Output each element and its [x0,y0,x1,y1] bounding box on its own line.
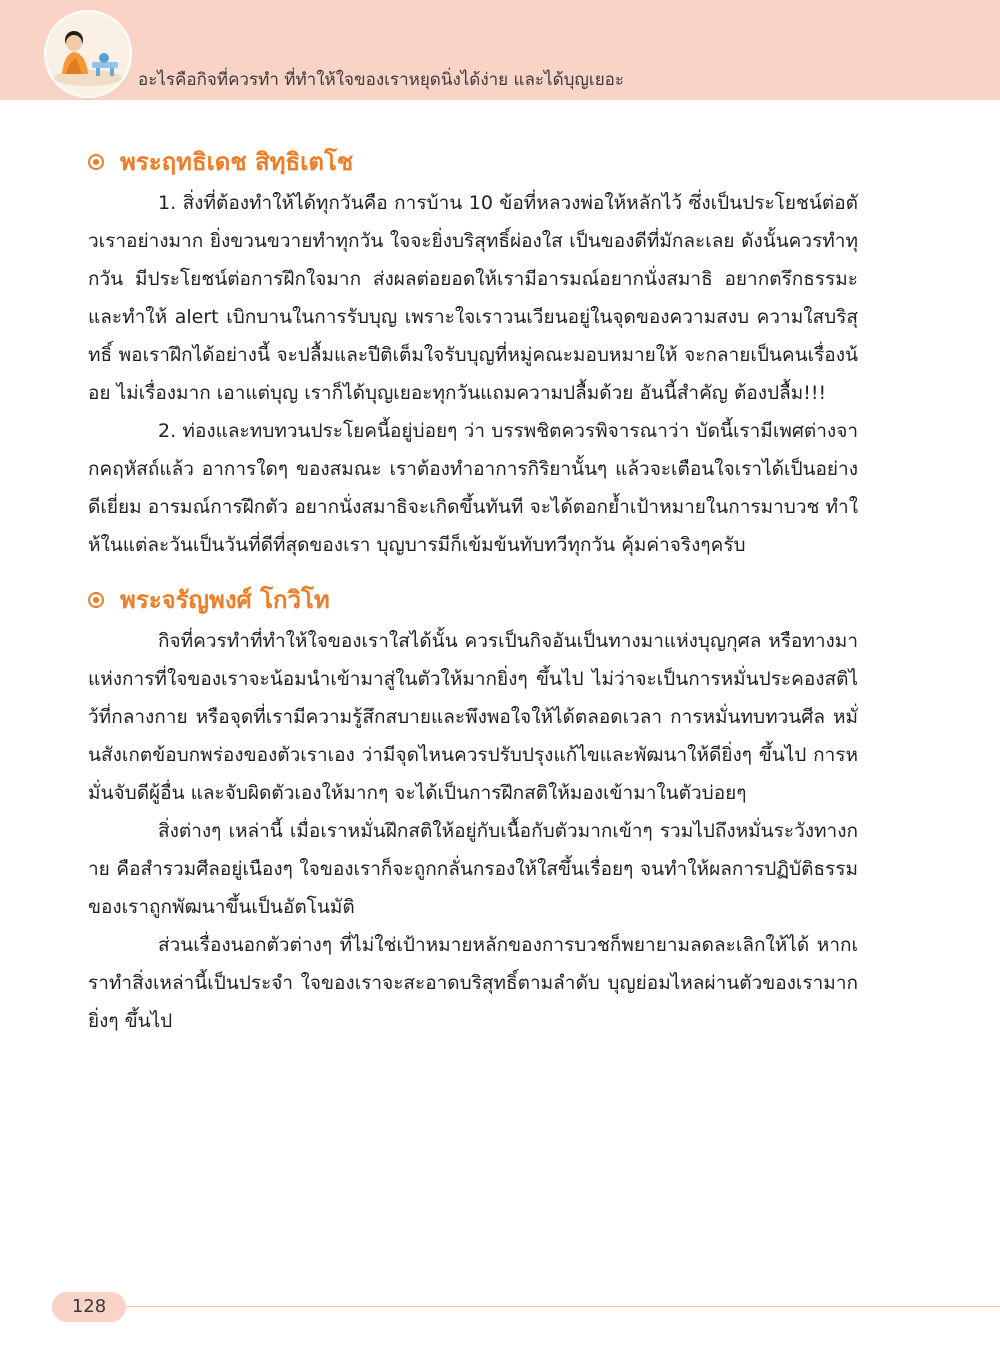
section-heading-text: พระฤทธิเดช สิทฺธิเตโช [120,148,354,176]
paragraph: สิ่งต่างๆ เหล่านี้ เมื่อเราหมั่นฝึกสติให้อยู่กับเนื้อกับตัวมากเข้าๆ รวมไปถึงหมั่นระวังทางกาย คือสำรวมศีลอยู่เนืองๆ ใจของเราก็จะถูกกลั่นกรองให้ใสขึ้นเรื่อยๆ จนทำให้ผลการปฏิบัติธรรมของเราถูกพัฒนาขึ้นเป็นอัตโนมัติ [88,820,858,918]
section-heading [88,146,858,178]
paragraph: กิจที่ควรทำที่ทำให้ใจของเราใสได้นั้น ควรเป็นกิจอันเป็นทางมาแห่งบุญกุศล หรือทางมาแห่งการที่ใจของเราจะน้อมนำเข้ามาสู่ในตัวให้มากยิ่งๆ ขึ้นไป ไม่ว่าจะเป็นการหมั่นประคองสติไว้ที่กลางกาย หรือจุดที่เรามีความรู้สึกสบายและพึงพอใจให้ได้ตลอดเวลา การหมั่นทบทวนศีล หมั่นสังเกตข้อบกพร่องของตัวเราเอง ว่ามีจุดไหนควรปรับปรุงแก้ไขและพัฒนาให้ดียิ่งๆ ขึ้นไป การหมั่นจับดีผู้อื่น และจับผิดตัวเองให้มากๆ จะได้เป็นการฝึกสติให้มองเข้ามาในตัวบ่อยๆ [88,630,858,804]
paragraph: ส่วนเรื่องนอกตัวต่างๆ ที่ไม่ใช่เป้าหมายหลักของการบวชก็พยายามลดละเลิกให้ได้ หากเราทำสิ่งเหล่านี้เป็นประจำ ใจของเราจะสะอาดบริสุทธิ์ตามลำดับ บุญย่อมไหลผ่านตัวของเรามากยิ่งๆ ขึ้นไป [88,934,858,1032]
page-number: 128 [52,1292,126,1322]
footer-divider [110,1306,1000,1307]
section-heading-text: พระจรัญพงศ์ โกวิโท [120,586,330,614]
section-heading [88,584,858,616]
circle-bullet-icon [88,592,104,608]
paragraph: 2. ท่องและทบทวนประโยคนี้อยู่บ่อยๆ ว่า บรรพชิตควรพิจารณาว่า บัดนี้เรามีเพศต่างจากคฤหัสถ์แล้ว อาการใดๆ ของสมณะ เราต้องทำอาการกิริยานั้นๆ แล้วจะเตือนใจเราได้เป็นอย่างดีเยี่ยม อารมณ์การฝึกตัว อยากนั่งสมาธิจะเกิดขึ้นทันที จะได้ตอกย้ำเป้าหมายในการมาบวช ทำให้ในแต่ละวันเป็นวันที่ดีที่สุดของเรา บุญบารมีก็เข้มข้นทับทวีทุกวัน คุ้มค่าจริงๆครับ [88,420,858,556]
circle-bullet-icon [88,154,104,170]
paragraph: 1. สิ่งที่ต้องทำให้ได้ทุกวันคือ การบ้าน 10 ข้อที่หลวงพ่อให้หลักไว้ ซึ่งเป็นประโยชน์ต่อตัวเราอย่างมาก ยิ่งขวนขวายทำทุกวัน ใจจะยิ่งบริสุทธิ์ผ่องใส เป็นของดีที่มักละเลย ดังนั้นควรทำทุกวัน มีประโยชน์ต่อการฝึกใจมาก ส่งผลต่อยอดให้เรามีอารมณ์อยากนั่งสมาธิ อยากตรึกธรรมะ และทำให้ alert เบิกบานในการรับบุญ เพราะใจเราวนเวียนอยู่ในจุดของความสงบ ความใสบริสุทธิ์ พอเราฝึกได้อย่างนี้ จะปลื้มและปีติเต็มใจรับบุญที่หมู่คณะมอบหมายให้ จะกลายเป็นคนเรื่องน้อย ไม่เรื่องมาก เอาแต่บุญ เราก็ได้บุญเยอะทุกวันแถมความปลื้มด้วย อันนี้สำคัญ ต้องปลื้ม!!! [88,192,858,404]
header-title: อะไรคือกิจที่ควรทำ ที่ทำให้ใจของเราหยุดนิ่งได้ง่าย และได้บุญเยอะ [138,70,625,90]
monk-meditating-icon [44,10,132,98]
section-phra-charanpong [88,584,858,1040]
page-content [88,146,858,1040]
section-phra-rittidet [88,146,858,564]
